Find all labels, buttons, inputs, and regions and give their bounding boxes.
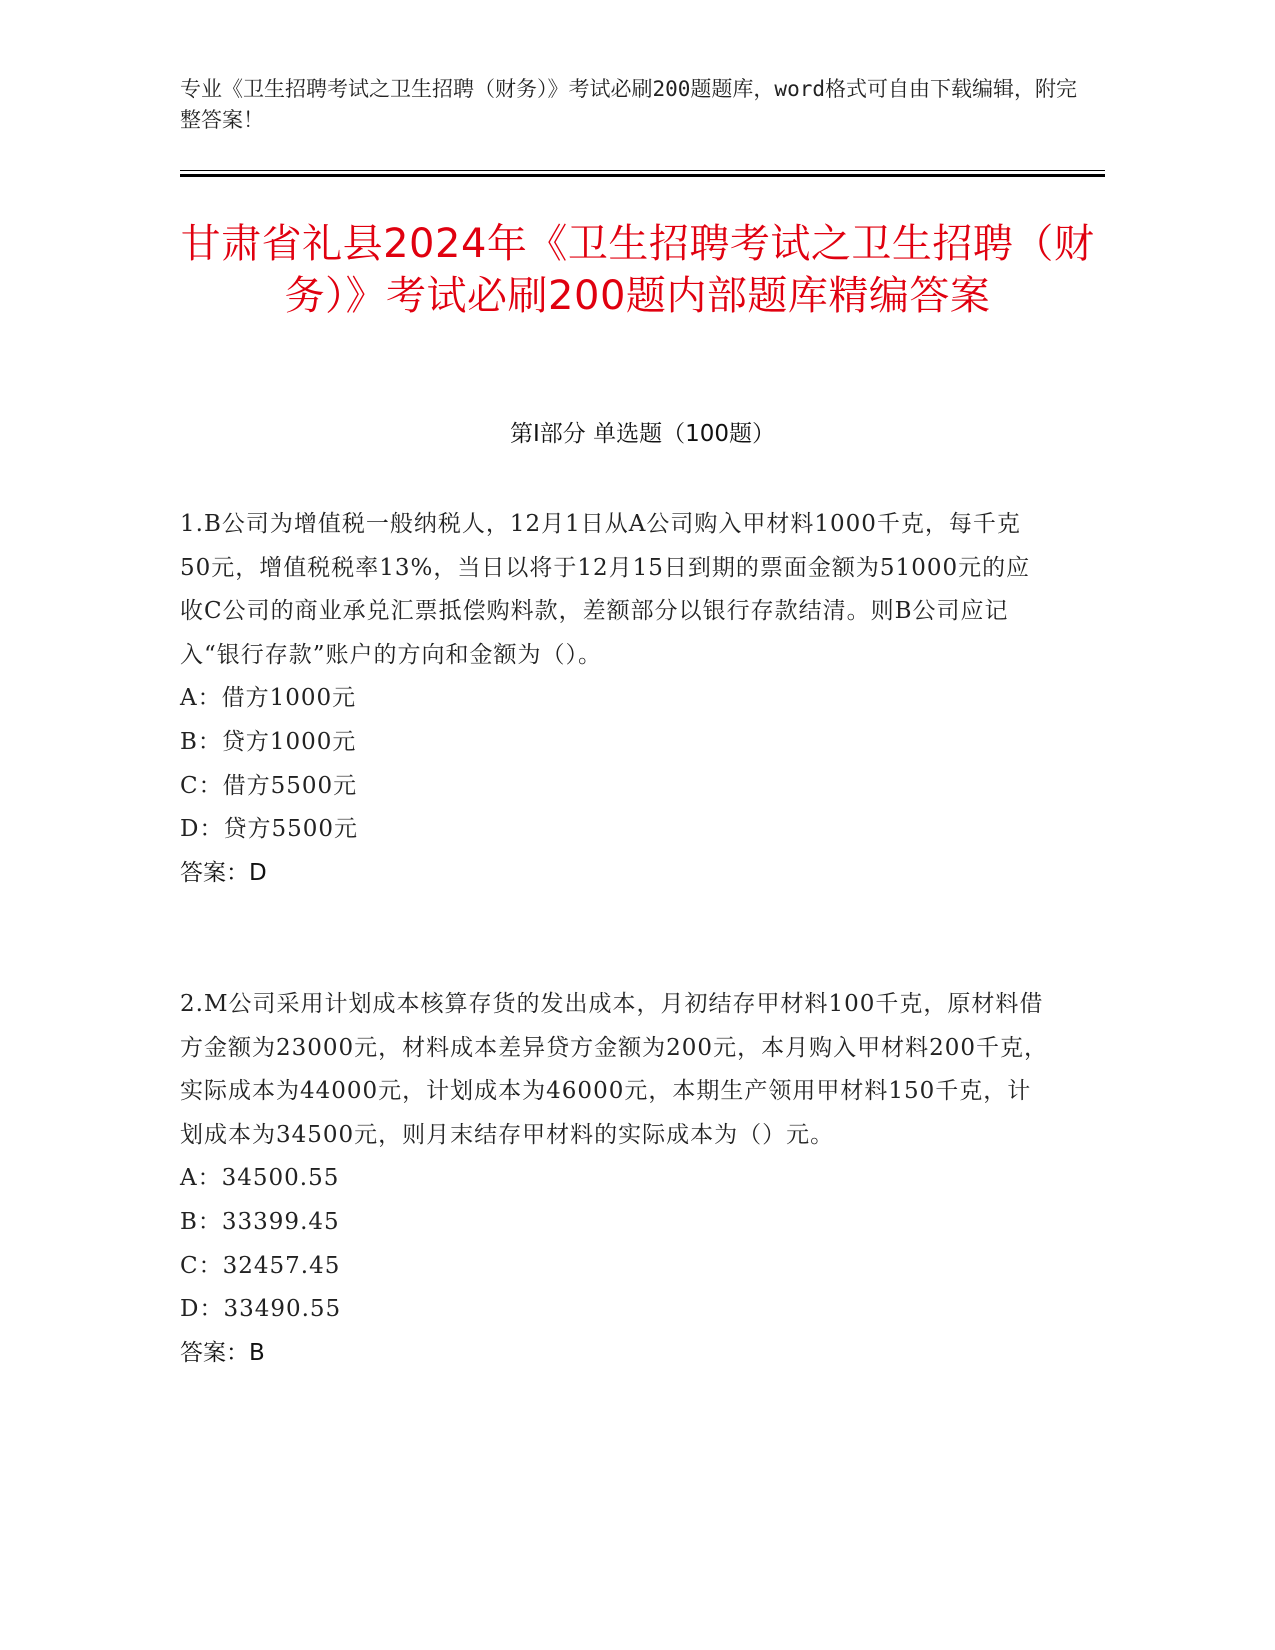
question-stem: 2.M公司采用计划成本核算存货的发出成本，月初结存甲材料100千克，原材料借方金额为23000元，材料成本差异贷方金额为200元，本月购入甲材料200千克，实际成本为44000元，计划成本为46000元，本期生产领用甲材料150千克，计划成本为34500元，则月末结存甲材料的实际成本为（）元。	[180, 991, 1048, 1148]
option-d: D：33490.55	[180, 1296, 342, 1323]
question-1	[180, 503, 1050, 895]
option-d: D：贷方5500元	[180, 816, 358, 843]
option-a: A：借方1000元	[180, 685, 357, 712]
answer: 答案：D	[180, 859, 267, 886]
header-divider-thick	[180, 174, 1105, 177]
answer: 答案：B	[180, 1339, 265, 1366]
header-note: 专业《卫生招聘考试之卫生招聘（财务）》考试必刷200题题库，word格式可自由下载编辑，附完整答案！	[180, 77, 1077, 132]
option-c: C：借方5500元	[180, 772, 358, 799]
section-title: 第Ⅰ部分 单选题（100题）	[510, 421, 775, 447]
option-b: B：贷方1000元	[180, 728, 357, 755]
document-title: 甘肃省礼县2024年《卫生招聘考试之卫生招聘（财务）》考试必刷200题内部题库精编答案	[180, 221, 1095, 319]
option-b: B：33399.45	[180, 1208, 340, 1235]
option-a: A：34500.55	[180, 1165, 340, 1192]
option-c: C：32457.45	[180, 1252, 341, 1279]
question-stem: 1.B公司为增值税一般纳税人，12月1日从A公司购入甲材料1000千克，每千克50元，增值税税率13%，当日以将于12月15日到期的票面金额为51000元的应收C公司的商业承兑汇票抵偿购料款，差额部分以银行存款结清。则B公司应记入“银行存款”账户的方向和金额为（）。	[180, 511, 1031, 668]
header-divider-thin	[180, 170, 1105, 171]
question-2	[180, 983, 1050, 1375]
